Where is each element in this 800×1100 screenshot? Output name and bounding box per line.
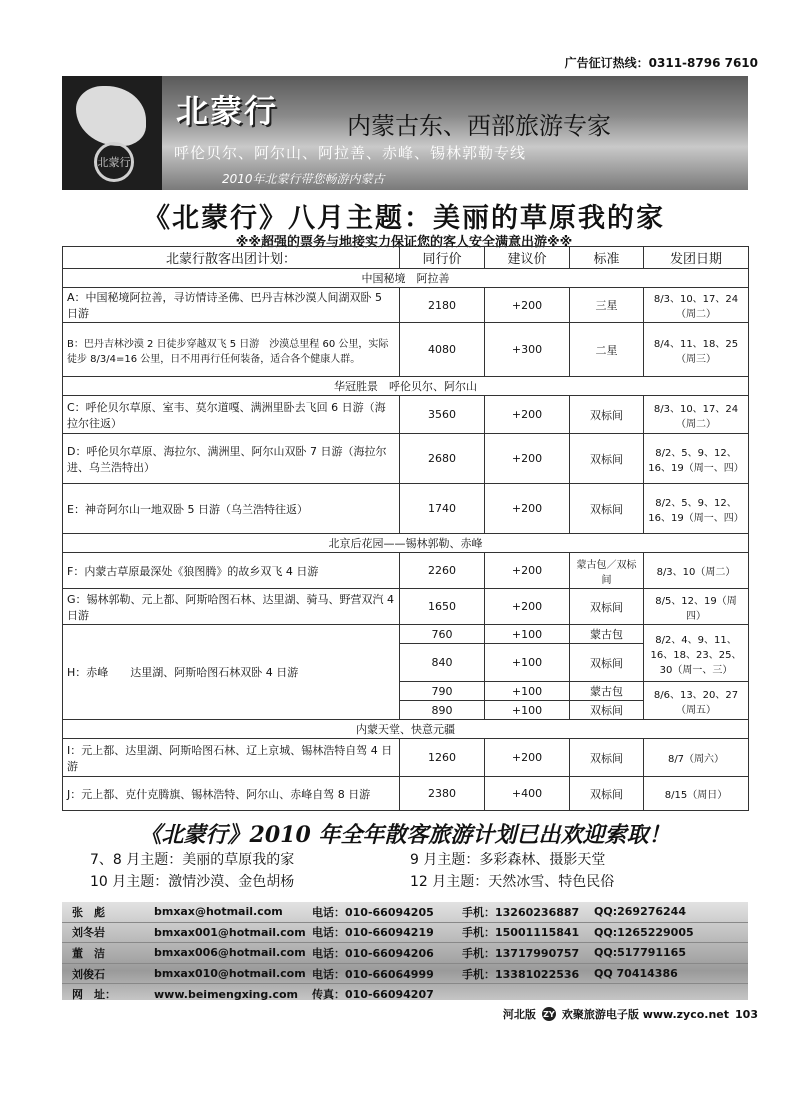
theme-item: 10 月主题：激情沙漠、金色胡杨 bbox=[90, 874, 295, 890]
header-cell: 发团日期 bbox=[644, 247, 749, 269]
table-header bbox=[63, 247, 749, 269]
route-cell: I：元上都、达里湖、阿斯哈图石林、辽上京城、锡林浩特自驾 4 日游 bbox=[63, 739, 400, 777]
contact-name: 刘冬岩 bbox=[72, 926, 105, 940]
date-cell: 8/3、10（周二） bbox=[644, 553, 749, 589]
contact-name: 董 洁 bbox=[72, 946, 105, 960]
contact-phone: 电话：010-66064999 bbox=[312, 967, 434, 981]
contact-qq: QQ 70414386 bbox=[594, 967, 678, 981]
seal-logo: 北蒙行 bbox=[94, 142, 134, 182]
route-cell: G：锡林郭勒、元上都、阿斯哈图石林、达里湖、骑马、野营双汽 4 日游 bbox=[63, 589, 400, 625]
add-cell: +200 bbox=[485, 589, 570, 625]
theme-row bbox=[90, 871, 750, 893]
table-row bbox=[63, 396, 749, 434]
route-list: 呼伦贝尔、阿尔山、阿拉善、赤峰、锡林郭勒专线 bbox=[174, 144, 527, 162]
table-row bbox=[63, 434, 749, 484]
table-row bbox=[63, 739, 749, 777]
date-cell: 8/3、10、17、24（周二） bbox=[644, 396, 749, 434]
section-title: 内蒙天堂、快意元疆 bbox=[63, 720, 749, 739]
price-cell: 2380 bbox=[400, 777, 485, 811]
section-row bbox=[63, 534, 749, 553]
date-cell: 8/4、11、18、25（周三） bbox=[644, 323, 749, 377]
website-label: 网 址： bbox=[72, 988, 116, 1002]
route-cell: H：赤峰 达里湖、阿斯哈图石林双卧 4 日游 bbox=[63, 625, 400, 720]
contact-row bbox=[62, 902, 748, 923]
add-cell: +100 bbox=[485, 625, 570, 644]
table-row bbox=[63, 323, 749, 377]
price-cell: 840 bbox=[400, 644, 485, 682]
contact-mobile: 手机：15001115841 bbox=[462, 926, 580, 940]
route-cell: F：内蒙古草原最深处《狼图腾》的故乡双飞 4 日游 bbox=[63, 553, 400, 589]
contact-row bbox=[62, 964, 748, 985]
add-cell: +100 bbox=[485, 682, 570, 701]
table-row bbox=[63, 288, 749, 323]
contact-name: 张 彪 bbox=[72, 905, 105, 919]
route-cell: D：呼伦贝尔草原、海拉尔、满洲里、阿尔山双卧 7 日游（海拉尔进、乌兰浩特出） bbox=[63, 434, 400, 484]
contact-email[interactable]: bmxax001@hotmail.com bbox=[154, 925, 306, 939]
price-cell: 2260 bbox=[400, 553, 485, 589]
contact-phone: 电话：010-66094206 bbox=[312, 946, 434, 960]
section-title: 华冠胜景 呼伦贝尔、阿尔山 bbox=[63, 377, 749, 396]
std-cell: 双标间 bbox=[570, 701, 644, 720]
route-cell: A：中国秘境阿拉善，寻访情诗圣佛、巴丹吉林沙漠人间湖双卧 5 日游 bbox=[63, 288, 400, 323]
contact-name: 刘俊石 bbox=[72, 967, 105, 981]
route-cell: J：元上都、克什克腾旗、锡林浩特、阿尔山、赤峰自驾 8 日游 bbox=[63, 777, 400, 811]
std-cell: 蒙古包／双标间 bbox=[570, 553, 644, 589]
price-cell: 4080 bbox=[400, 323, 485, 377]
contact-list bbox=[62, 902, 748, 1000]
fax-number: 传真：010-66094207 bbox=[312, 988, 434, 1002]
std-cell: 蒙古包 bbox=[570, 682, 644, 701]
section-title: 北京后花园——锡林郭勒、赤峰 bbox=[63, 534, 749, 553]
price-cell: 890 bbox=[400, 701, 485, 720]
add-cell: +300 bbox=[485, 323, 570, 377]
page-subline: ※※超强的票务与地接实力保证您的客人安全满意出游※※ bbox=[235, 235, 573, 250]
contact-qq: QQ:517791165 bbox=[594, 946, 686, 960]
table-row bbox=[63, 777, 749, 811]
date-cell: 8/2、5、9、12、16、19（周一、四） bbox=[644, 484, 749, 534]
theme-item: 12 月主题：天然冰雪、特色民俗 bbox=[410, 874, 615, 890]
std-cell: 双标间 bbox=[570, 739, 644, 777]
date-cell: 8/7（周六） bbox=[644, 739, 749, 777]
std-cell: 双标间 bbox=[570, 434, 644, 484]
add-cell: +200 bbox=[485, 484, 570, 534]
header-cell: 北蒙行散客出团计划： bbox=[63, 247, 400, 269]
page-headline: 《北蒙行》八月主题：美丽的草原我的家 bbox=[143, 203, 665, 234]
route-cell: C：呼伦贝尔草原、室韦、莫尔道嘎、满洲里卧去飞回 6 日游（海拉尔往返） bbox=[63, 396, 400, 434]
std-cell: 蒙古包 bbox=[570, 625, 644, 644]
std-cell: 双标间 bbox=[570, 644, 644, 682]
add-cell: +200 bbox=[485, 396, 570, 434]
add-cell: +400 bbox=[485, 777, 570, 811]
add-cell: +200 bbox=[485, 288, 570, 323]
route-cell: E：神奇阿尔山一地双卧 5 日游（乌兰浩特往返） bbox=[63, 484, 400, 534]
date-cell: 8/3、10、17、24（周二） bbox=[644, 288, 749, 323]
contact-row bbox=[62, 943, 748, 964]
brand-name: 北蒙行 bbox=[176, 92, 279, 130]
date-cell: 8/6、13、20、27（周五） bbox=[644, 682, 749, 720]
add-cell: +200 bbox=[485, 434, 570, 484]
header-cell: 标准 bbox=[570, 247, 644, 269]
section-row bbox=[63, 269, 749, 288]
price-cell: 790 bbox=[400, 682, 485, 701]
magazine-logo-icon: ZY bbox=[542, 1007, 556, 1021]
date-cell: 8/2、5、9、12、16、19（周一、四） bbox=[644, 434, 749, 484]
std-cell: 三星 bbox=[570, 288, 644, 323]
date-cell: 8/15（周日） bbox=[644, 777, 749, 811]
table-row bbox=[63, 625, 749, 644]
tour-plan-table bbox=[62, 246, 749, 811]
add-cell: +200 bbox=[485, 739, 570, 777]
price-cell: 760 bbox=[400, 625, 485, 644]
std-cell: 双标间 bbox=[570, 589, 644, 625]
table-row bbox=[63, 484, 749, 534]
page-number: 103 bbox=[735, 1007, 758, 1021]
header-cell: 同行价 bbox=[400, 247, 485, 269]
contact-mobile: 手机：13260236887 bbox=[462, 905, 580, 919]
website-link[interactable]: www.beimengxing.com bbox=[154, 987, 298, 1001]
add-cell: +100 bbox=[485, 701, 570, 720]
logo bbox=[62, 76, 162, 190]
add-cell: +100 bbox=[485, 644, 570, 682]
theme-item: 9 月主题：多彩森林、摄影天堂 bbox=[410, 852, 606, 868]
date-cell: 8/5、12、19（周四） bbox=[644, 589, 749, 625]
price-cell: 1260 bbox=[400, 739, 485, 777]
contact-phone: 电话：010-66094205 bbox=[312, 905, 434, 919]
std-cell: 双标间 bbox=[570, 484, 644, 534]
table-row bbox=[63, 553, 749, 589]
brand-banner bbox=[62, 76, 748, 190]
theme-row bbox=[90, 849, 750, 871]
edition-label: 河北版 bbox=[502, 1008, 536, 1021]
table-row bbox=[63, 589, 749, 625]
ad-hotline: 广告征订热线：0311-8796 7610 bbox=[564, 56, 758, 70]
brand-slogan: 内蒙古东、西部旅游专家 bbox=[347, 112, 611, 140]
contact-row bbox=[62, 923, 748, 944]
page-footer bbox=[503, 1006, 758, 1022]
map-icon bbox=[76, 86, 146, 146]
header-cell: 建议价 bbox=[485, 247, 570, 269]
price-cell: 3560 bbox=[400, 396, 485, 434]
magazine-name: 欢聚旅游电子版 www.zyco.net bbox=[561, 1008, 730, 1021]
section-title: 中国秘境 阿拉善 bbox=[63, 269, 749, 288]
date-cell: 8/2、4、9、11、16、18、23、25、30（周一、三） bbox=[644, 625, 749, 682]
std-cell: 双标间 bbox=[570, 396, 644, 434]
std-cell: 双标间 bbox=[570, 777, 644, 811]
price-cell: 2180 bbox=[400, 288, 485, 323]
price-cell: 1740 bbox=[400, 484, 485, 534]
contact-email[interactable]: bmxax010@hotmail.com bbox=[154, 967, 306, 981]
contact-email[interactable]: bmxax@hotmail.com bbox=[154, 905, 283, 919]
add-cell: +200 bbox=[485, 553, 570, 589]
banner-tagline: 2010年北蒙行带您畅游内蒙古 bbox=[222, 172, 385, 186]
theme-item: 7、8 月主题：美丽的草原我的家 bbox=[90, 852, 295, 868]
contact-phone: 电话：010-66094219 bbox=[312, 926, 434, 940]
std-cell: 二星 bbox=[570, 323, 644, 377]
contact-mobile: 手机：13381022536 bbox=[462, 967, 580, 981]
section-row bbox=[63, 720, 749, 739]
price-cell: 2680 bbox=[400, 434, 485, 484]
contact-qq: QQ:1265229005 bbox=[594, 925, 694, 939]
contact-email[interactable]: bmxax006@hotmail.com bbox=[154, 946, 306, 960]
section-row bbox=[63, 377, 749, 396]
route-cell: B：巴丹吉林沙漠 2 日徒步穿越双飞 5 日游 沙漠总里程 60 公里，实际徒步 8/3/4=16 公里，日不用再行任何装备，适合各个健康人群。 bbox=[63, 323, 400, 377]
monthly-themes bbox=[90, 849, 750, 893]
annual-plan-notice: 《北蒙行》2010 年全年散客旅游计划已出欢迎索取！ bbox=[139, 822, 671, 848]
contact-mobile: 手机：13717990757 bbox=[462, 946, 580, 960]
contact-qq: QQ:269276244 bbox=[594, 905, 686, 919]
contact-row bbox=[62, 984, 748, 1004]
price-cell: 1650 bbox=[400, 589, 485, 625]
